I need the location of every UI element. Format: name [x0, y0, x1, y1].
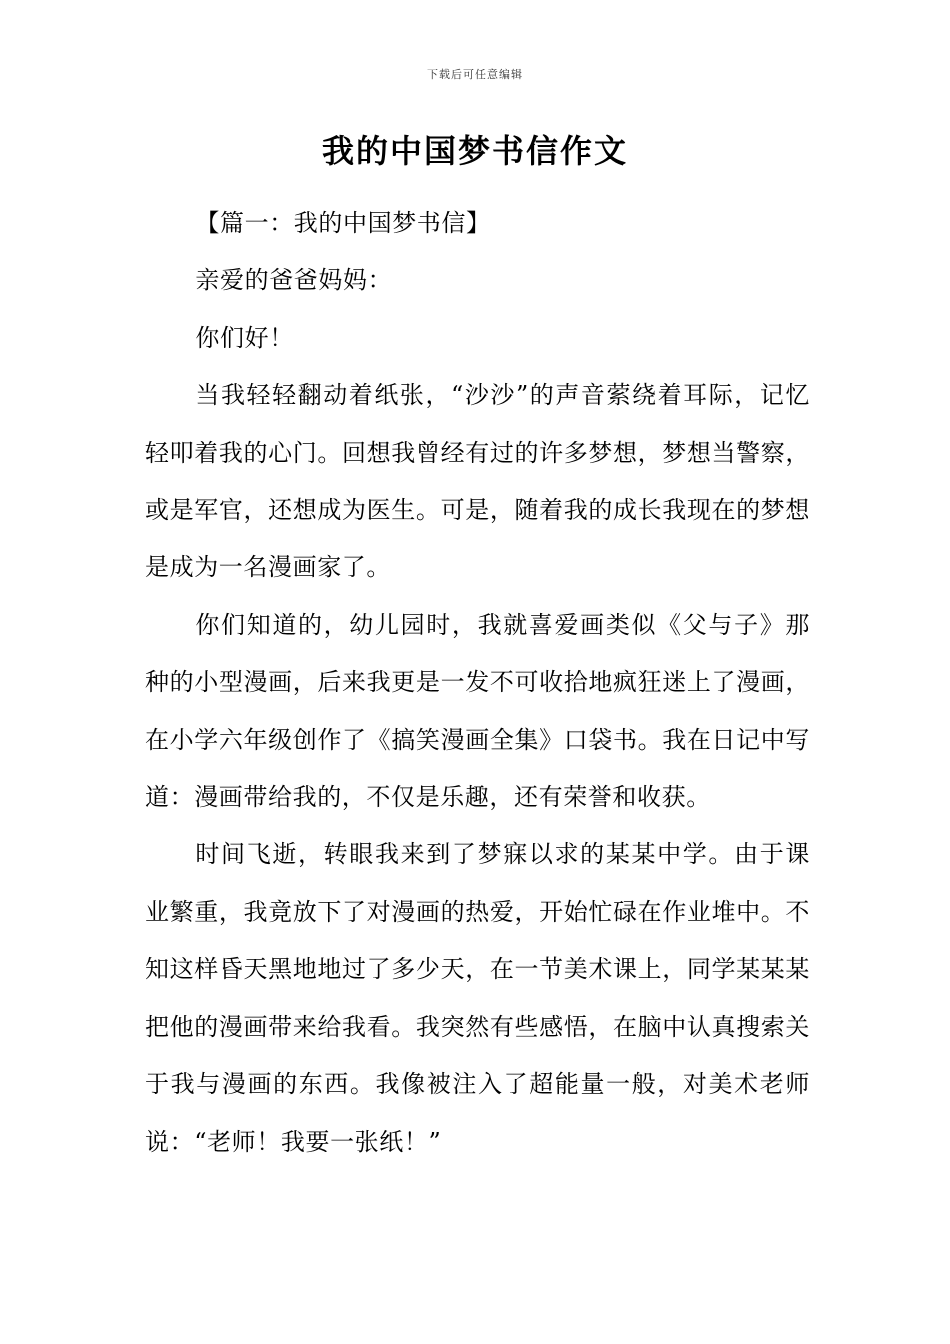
greeting: 你们好！ [195, 323, 294, 352]
body-paragraph: 当我轻轻翻动着纸张，“沙沙”的声音萦绕着耳际，记忆轻叩着我的心门。回想我曾经有过的许多梦想，梦想当警察，或是军官，还想成为医生。可是，随着我的成长我现在的梦想是成为一名漫画家了。 [145, 381, 810, 582]
document-title: 我的中国梦书信作文 [321, 132, 628, 170]
body-paragraph: 时间飞逝，转眼我来到了梦寐以求的某某中学。由于课业繁重，我竟放下了对漫画的热爱，开始忙碌在作业堆中。不知这样昏天黑地地过了多少天，在一节美术课上，同学某某某把他的漫画带来给我看。我突然有些感悟，在脑中认真搜索关于我与漫画的东西。我像被注入了超能量一般，对美术老师说：“老师！我要一张纸！” [145, 840, 810, 1156]
salutation: 亲爱的爸爸妈妈： [195, 266, 393, 295]
header-note: 下载后可任意编辑 [427, 68, 523, 81]
section-heading: 【篇一：我的中国梦书信】 [195, 209, 491, 237]
document-body [145, 195, 810, 1171]
body-paragraph: 你们知道的，幼儿园时，我就喜爱画类似《父与子》那种的小型漫画，后来我更是一发不可收拾地疯狂迷上了漫画，在小学六年级创作了《搞笑漫画全集》口袋书。我在日记中写道：漫画带给我的，不仅是乐趣，还有荣誉和收获。 [145, 610, 810, 812]
